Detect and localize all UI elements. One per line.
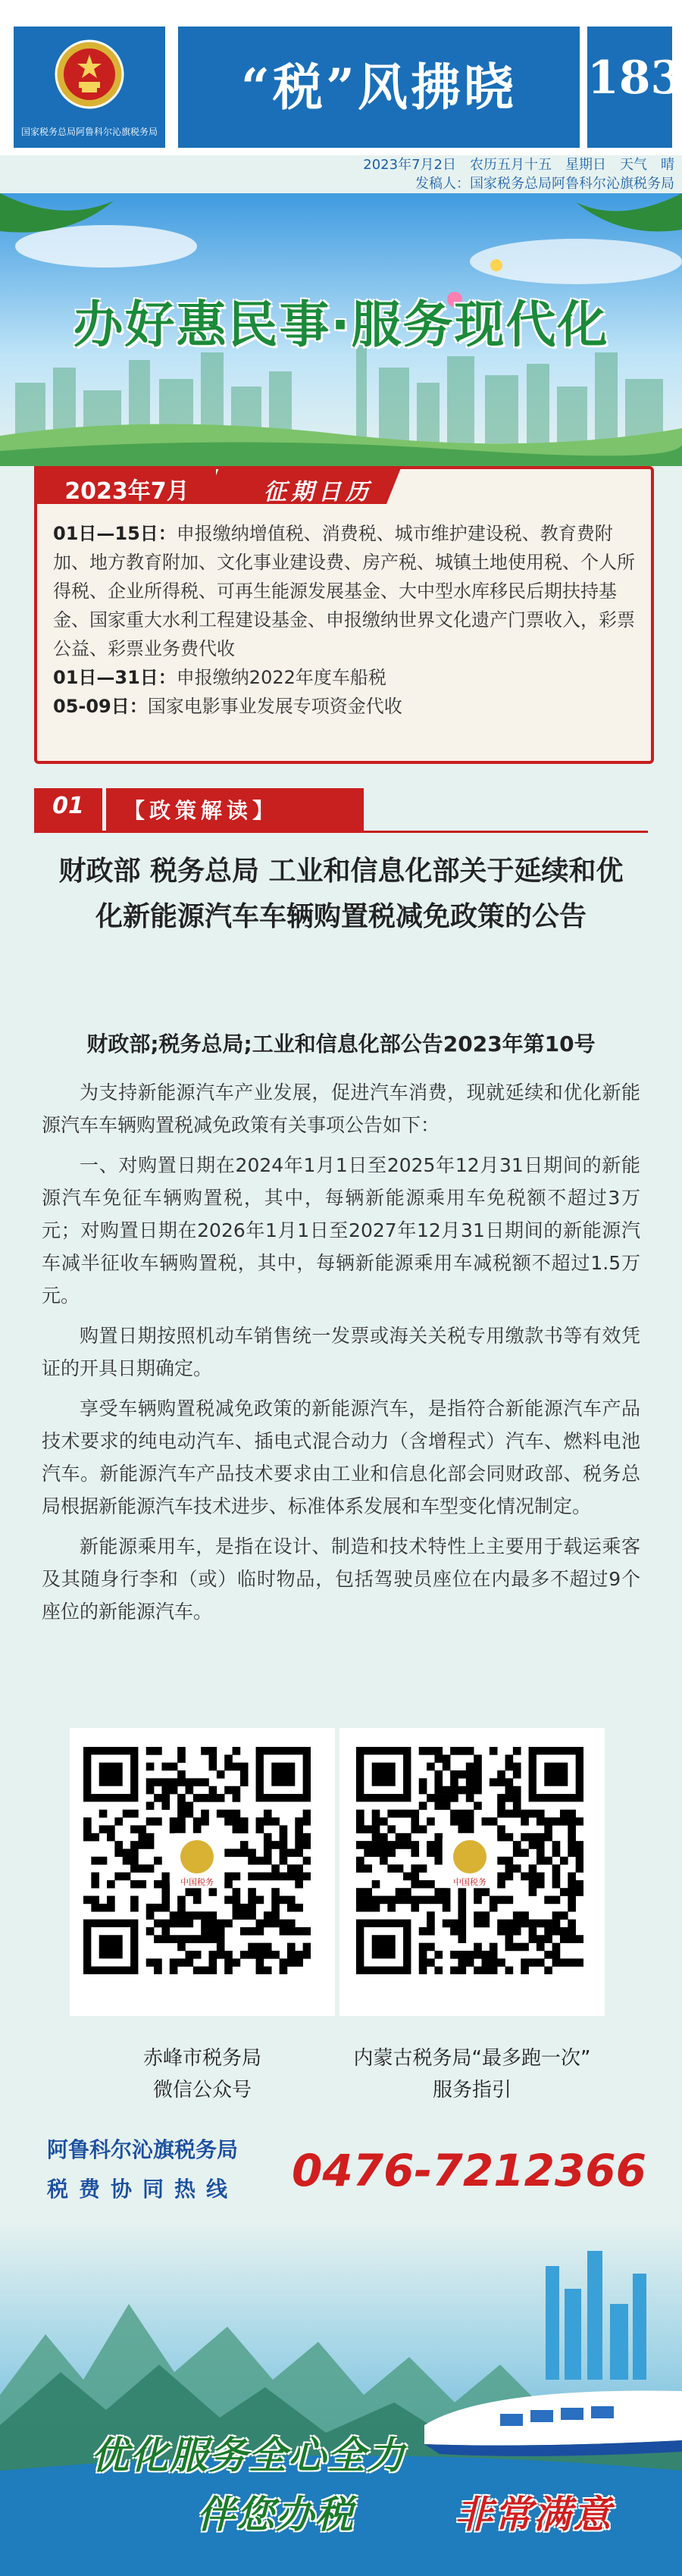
article-body <box>42 1076 640 1635</box>
footer-slogan-2b: 非常满意 <box>455 2493 612 2537</box>
qr-caption-wechat <box>70 2042 335 2106</box>
hotline-org: 阿鲁科尔沁旗税务局 <box>47 2137 239 2162</box>
calendar-item-text: 申报缴纳增值税、消费税、城市维护建设税、教育费附加、地方教育附加、文化事业建设费、房产税、城镇土地使用税、个人所得税、企业所得税、可再生能源发展基金、大中型水库移民后期扶持基金、国家重大水利工程建设基金、申报缴纳世界文化遗产门票收入，彩票公益、彩票业务费代收 <box>53 523 635 659</box>
article-paragraph: 一、对购置日期在2024年1月1日至2025年12月31日期间的新能源汽车免征车辆购置税，其中，每辆新能源乘用车免税额不超过3万元；对购置日期在2026年1月1日至2027年12月31日期间的新能源汽车减半征收车辆购置税，其中，每辆新能源乘用车减税额不超过1.5万元。 <box>42 1154 640 1307</box>
calendar-item-date: 01日—15日： <box>53 523 177 544</box>
calendar-list <box>53 519 637 721</box>
calendar-item-date: 01日—31日： <box>53 667 177 688</box>
calendar-item <box>53 692 637 721</box>
section-divider <box>34 831 648 833</box>
svg-text:中国税务: 中国税务 <box>453 1877 486 1887</box>
calendar-heading: 征期日历 <box>264 479 373 505</box>
article-document-number: 财政部;税务总局;工业和信息化部公告2023年第10号 <box>86 1031 596 1056</box>
issue-number: 183 <box>587 52 682 105</box>
article-paragraph: 享受车辆购置税减免政策的新能源汽车，是指符合新能源汽车产品技术要求的纯电动汽车、插电式混合动力（含增程式）汽车、燃料电池汽车。新能源汽车产品技术要求由工业和信息化部会同财政部、税务总局根据新能源汽车技术进步、标准体系发展和车型变化情况制定。 <box>42 1398 640 1517</box>
tax-logo-icon <box>453 1840 486 1873</box>
tax-logo-icon <box>180 1840 214 1873</box>
qr-caption-service-guide <box>339 2042 605 2106</box>
qr-caption-line: 内蒙古税务局“最多跑一次” <box>353 2047 591 2070</box>
calendar-month: 2023年7月 <box>64 478 189 505</box>
calendar-item-text: 申报缴纳2022年度车船税 <box>176 667 386 688</box>
article-paragraph: 为支持新能源汽车产业发展，促进汽车消费，现就延续和优化新能源汽车车辆购置税减免政策有关事项公告如下： <box>42 1081 640 1136</box>
masthead-title: “税”风拂晓 <box>241 58 517 117</box>
qr-caption-line: 微信公众号 <box>152 2079 252 2102</box>
footer-slogan-1: 优化服务全心全力 <box>91 2434 406 2477</box>
calendar-item <box>53 663 637 692</box>
emblem-caption: 国家税务总局阿鲁科尔沁旗税务局 <box>20 127 158 137</box>
section-number: 01 <box>52 793 84 819</box>
hotline-label: 税费协同热线 <box>47 2177 239 2202</box>
calendar-item-text: 国家电影事业发展专项资金代收 <box>147 696 402 717</box>
svg-text:中国税务: 中国税务 <box>180 1877 214 1887</box>
calendar-item <box>53 519 637 663</box>
qr-code-icon[interactable] <box>83 1747 311 1974</box>
hotline-number[interactable]: 0476-7212366 <box>292 2145 646 2196</box>
qr-code-icon[interactable] <box>356 1747 583 1974</box>
footer-slogan-2a: 伴您办税 <box>197 2493 355 2537</box>
calendar-item-date: 05-09日： <box>53 696 148 717</box>
article-paragraph: 购置日期按照机动车销售统一发票或海关关税专用缴款书等有效凭证的开具日期确定。 <box>42 1325 640 1379</box>
date-weather-line: 2023年7月2日 农历五月十五 星期日 天气 晴 <box>363 157 674 173</box>
qr-caption-line: 服务指引 <box>432 2079 512 2102</box>
tax-emblem-icon <box>53 38 126 111</box>
article-paragraph: 新能源乘用车，是指在设计、制造和技术特性上主要用于载运乘客及其随身行李和（或）临时物品，包括驾驶员座位在内最多不超过9个座位的新能源汽车。 <box>42 1535 640 1623</box>
article-title: 财政部 税务总局 工业和信息化部关于延续和优化新能源汽车车辆购置税减免政策的公告 <box>58 856 624 932</box>
qr-caption-line: 赤峰市税务局 <box>142 2047 261 2070</box>
banner-title: 办好惠民事·服务现代化 <box>73 296 609 354</box>
publisher-line: 发稿人：国家税务总局阿鲁科尔沁旗税务局 <box>415 176 674 192</box>
section-label: 【政策解读】 <box>123 798 278 823</box>
